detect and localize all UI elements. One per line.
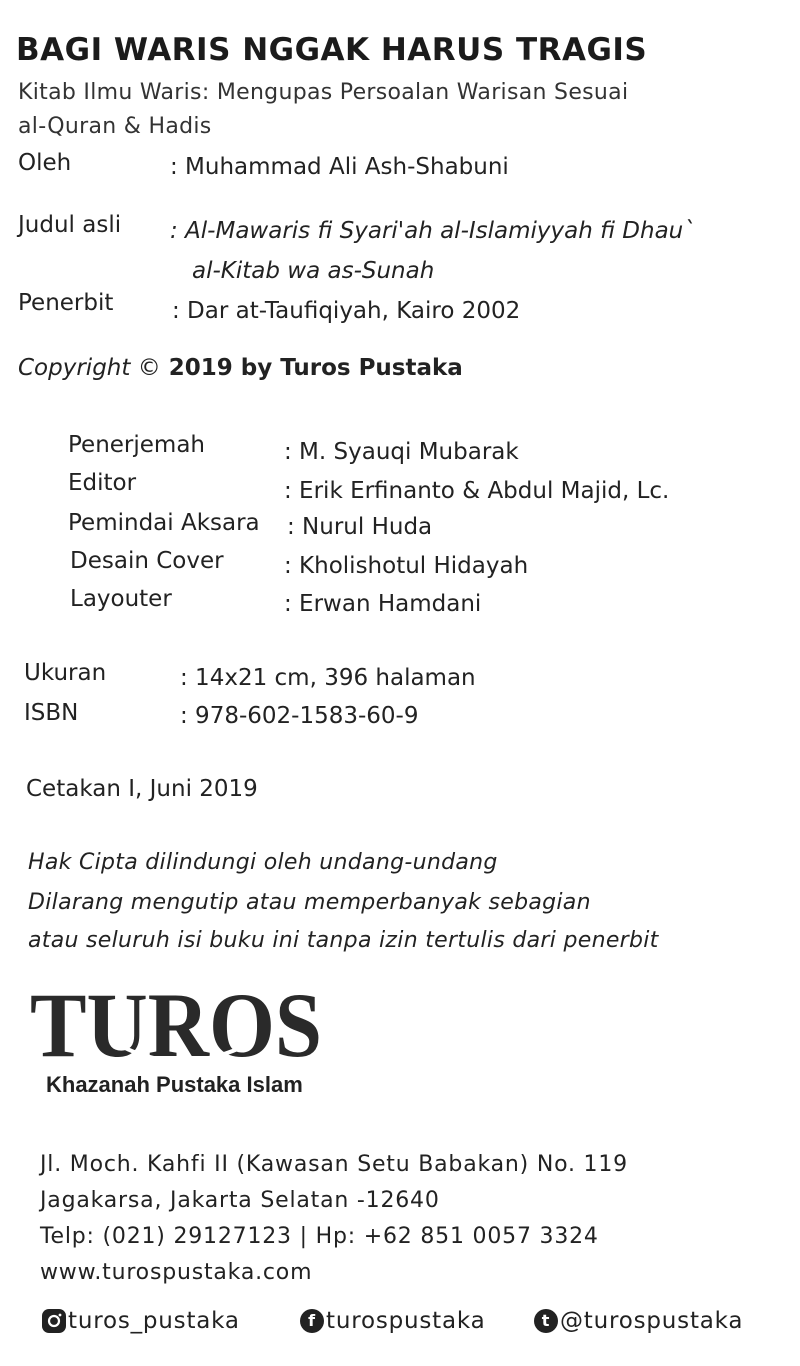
copyright-text: 2019 by Turos Pustaka: [160, 355, 463, 381]
twitter-handle: @turospustaka: [560, 1308, 744, 1334]
instagram-handle: turos_pustaka: [68, 1308, 240, 1334]
credit-value: : Kholishotul Hidayah: [284, 553, 529, 579]
edition: Cetakan I, Juni 2019: [26, 776, 258, 802]
rights-line: Hak Cipta dilindungi oleh undang-undang: [28, 850, 498, 875]
address-line: Jagakarsa, Jakarta Selatan -12640: [40, 1188, 440, 1213]
phone-line: Telp: (021) 29127123 | Hp: +62 851 0057 3324: [40, 1224, 599, 1249]
rights-line: Dilarang mengutip atau memperbanyak sebagian: [28, 890, 591, 915]
credit-value: : Erik Erfinanto & Abdul Majid, Lc.: [284, 478, 670, 504]
credit-label: Penerjemah: [68, 432, 206, 458]
address-line: Jl. Moch. Kahfi II (Kawasan Setu Babakan) No. 119: [40, 1152, 628, 1177]
credit-value: : Nurul Huda: [287, 514, 433, 540]
author-label: Oleh: [18, 150, 72, 176]
facebook-handle: turospustaka: [326, 1308, 486, 1334]
credit-value: : M. Syauqi Mubarak: [284, 439, 519, 465]
size-value: : 14x21 cm, 396 halaman: [180, 665, 476, 691]
size-label: Ukuran: [24, 660, 107, 686]
social-twitter[interactable]: [534, 1308, 743, 1334]
credit-label: Pemindai Aksara: [68, 510, 260, 536]
author-value: : Muhammad Ali Ash-Shabuni: [170, 154, 509, 180]
original-title-line1: : Al-Mawaris fi Syari'ah al-Islamiyyah fi Dhau`: [170, 218, 695, 244]
credit-value: : Erwan Hamdani: [284, 591, 482, 617]
credit-label: Desain Cover: [70, 548, 224, 574]
instagram-icon: [42, 1309, 66, 1333]
publisher-value: : Dar at-Taufiqiyah, Kairo 2002: [172, 298, 521, 324]
isbn-value: : 978-602-1583-60-9: [180, 703, 419, 729]
logo-text: TUROS: [30, 978, 322, 1068]
book-title: BAGI WARIS NGGAK HARUS TRAGIS: [16, 32, 648, 68]
social-facebook[interactable]: [300, 1308, 485, 1334]
original-title-label: Judul asli: [18, 212, 122, 238]
copyright-prefix: Copyright ©: [18, 355, 161, 381]
book-subtitle-line2: al-Quran & Hadis: [18, 114, 212, 139]
copyright-line: [18, 355, 463, 381]
original-title-line2: al-Kitab wa as-Sunah: [192, 258, 435, 284]
credit-label: Layouter: [70, 586, 172, 612]
turos-logo: [30, 978, 330, 1068]
publisher-label: Penerbit: [18, 290, 114, 316]
logo-tagline: Khazanah Pustaka Islam: [46, 1072, 303, 1097]
facebook-icon: f: [300, 1309, 324, 1333]
book-subtitle-line1: Kitab Ilmu Waris: Mengupas Persoalan Warisan Sesuai: [18, 80, 629, 105]
social-instagram[interactable]: [42, 1308, 240, 1334]
credit-label: Editor: [68, 470, 137, 496]
twitter-icon: t: [534, 1309, 558, 1333]
isbn-label: ISBN: [24, 700, 79, 726]
rights-line: atau seluruh isi buku ini tanpa izin tertulis dari penerbit: [28, 928, 659, 953]
website-link[interactable]: www.turospustaka.com: [40, 1260, 313, 1285]
